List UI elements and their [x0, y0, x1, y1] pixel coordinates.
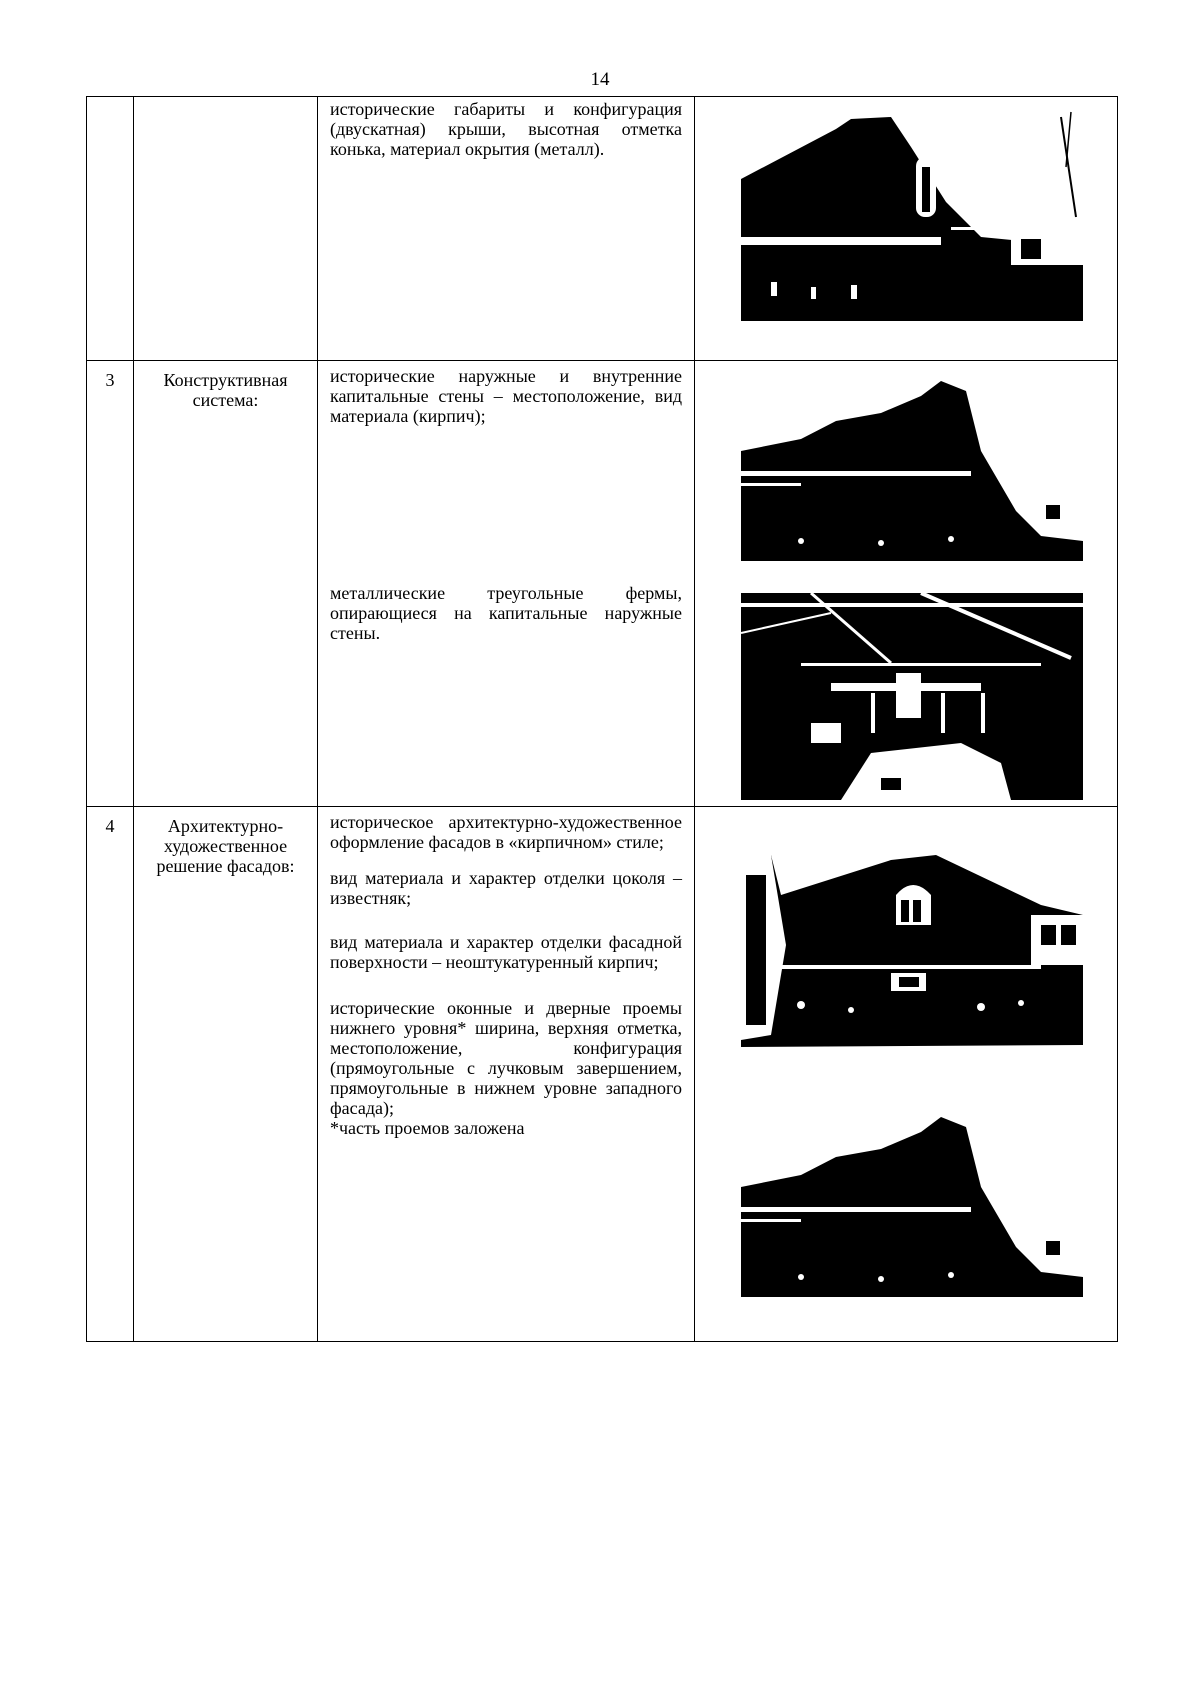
description-paragraph: исторические габариты и конфигурация (двускатная) крыши, высотная отметка конька, материал окрытия (металл). [330, 99, 682, 159]
building-corner-photo [741, 107, 1083, 321]
description-paragraph: исторические оконные и дверные проемы нижнего уровня* ширина, верхняя отметка, местоположение, конфигурация (прямоугольные с лучковым завершением, прямоугольные в нижнем уровне западного фасада); [330, 998, 682, 1118]
description-paragraph: исторические наружные и внутренние капитальные стены – местоположение, вид материала (кирпич); [330, 366, 682, 426]
row-description-cell [318, 807, 695, 1342]
building-side-facade-photo [741, 1107, 1083, 1297]
page-number: 14 [590, 69, 610, 90]
protected-features-table [86, 96, 1118, 1342]
row-number-cell: 3 [87, 361, 134, 807]
row-photo-cell [695, 807, 1118, 1342]
building-front-facade-photo [741, 855, 1083, 1047]
description-paragraph: вид материала и характер отделки цоколя – известняк; [330, 868, 682, 908]
description-paragraph: металлические треугольные фермы, опирающиеся на капитальные наружные стены. [330, 583, 682, 643]
description-paragraph: вид материала и характер отделки фасадной поверхности – неоштукатуренный кирпич; [330, 932, 682, 972]
building-side-photo [741, 371, 1083, 561]
row-photo-cell [695, 97, 1118, 361]
row-number-cell: 4 [87, 807, 134, 1342]
description-paragraph: *часть проемов заложена [330, 1118, 525, 1138]
row-photo-cell [695, 361, 1118, 807]
row-description-cell [318, 97, 695, 361]
row-name-cell: Архитектурно-художественное решение фасадов: [134, 807, 318, 1342]
table-row [87, 361, 1118, 807]
row-name-cell [134, 97, 318, 361]
row-number-cell [87, 97, 134, 361]
table-row [87, 807, 1118, 1342]
row-name-cell: Конструктивная система: [134, 361, 318, 807]
row-description-cell [318, 361, 695, 807]
interior-trusses-photo [741, 593, 1083, 800]
table-row [87, 97, 1118, 361]
description-paragraph: историческое архитектурно-художественное оформление фасадов в «кирпичном» стиле; [330, 812, 682, 852]
